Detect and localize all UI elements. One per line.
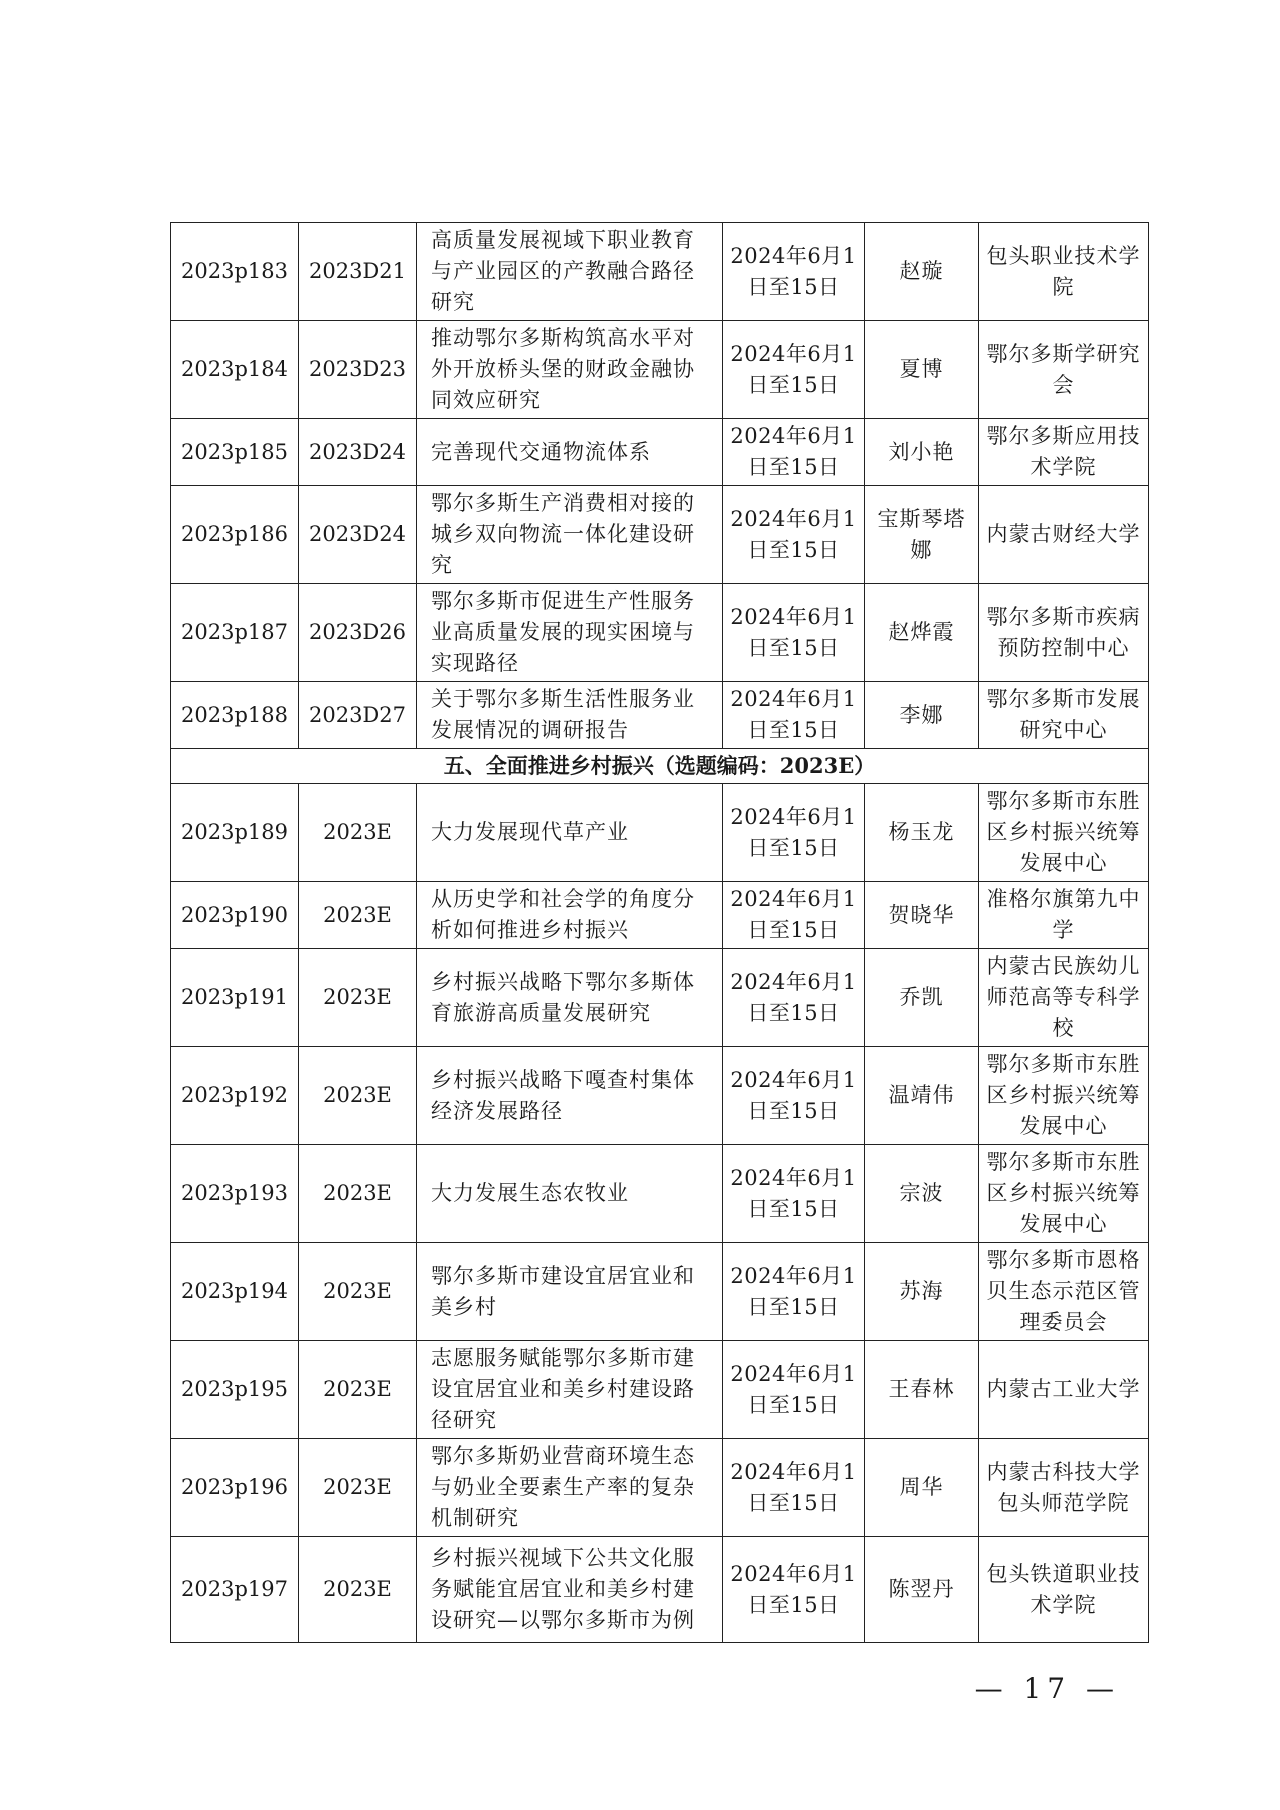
table-row <box>171 784 1149 882</box>
organization-cell: 鄂尔多斯市疾病预防控制中心 <box>979 584 1149 682</box>
table-row <box>171 1341 1149 1439</box>
topic-code-cell: 2023E <box>299 949 417 1047</box>
person-cell: 周华 <box>865 1439 979 1537</box>
table-row <box>171 1537 1149 1643</box>
topic-title-cell: 鄂尔多斯市建设宜居宜业和美乡村 <box>417 1243 723 1341</box>
organization-cell: 鄂尔多斯学研究会 <box>979 321 1149 419</box>
topic-code-cell: 2023D27 <box>299 682 417 749</box>
project-id-cell: 2023p187 <box>171 584 299 682</box>
table-body <box>171 223 1149 1643</box>
date-cell: 2024年6月1日至15日 <box>723 223 865 321</box>
date-cell: 2024年6月1日至15日 <box>723 682 865 749</box>
topic-code-cell: 2023E <box>299 784 417 882</box>
organization-cell: 包头铁道职业技术学院 <box>979 1537 1149 1643</box>
topic-title-cell: 从历史学和社会学的角度分析如何推进乡村振兴 <box>417 882 723 949</box>
date-cell: 2024年6月1日至15日 <box>723 419 865 486</box>
topic-code-cell: 2023E <box>299 1537 417 1643</box>
person-cell: 赵璇 <box>865 223 979 321</box>
topic-code-cell: 2023E <box>299 1047 417 1145</box>
organization-cell: 鄂尔多斯应用技术学院 <box>979 419 1149 486</box>
table-row <box>171 1145 1149 1243</box>
project-id-cell: 2023p185 <box>171 419 299 486</box>
topic-title-cell: 大力发展现代草产业 <box>417 784 723 882</box>
date-cell: 2024年6月1日至15日 <box>723 1537 865 1643</box>
topic-code-cell: 2023D24 <box>299 419 417 486</box>
person-cell: 宝斯琴塔娜 <box>865 486 979 584</box>
person-cell: 李娜 <box>865 682 979 749</box>
topic-code-cell: 2023E <box>299 1145 417 1243</box>
topic-code-cell: 2023E <box>299 1341 417 1439</box>
project-id-cell: 2023p186 <box>171 486 299 584</box>
project-id-cell: 2023p190 <box>171 882 299 949</box>
table-row <box>171 882 1149 949</box>
topic-title-cell: 乡村振兴视域下公共文化服务赋能宜居宜业和美乡村建设研究—以鄂尔多斯市为例 <box>417 1537 723 1643</box>
topic-code-cell: 2023D24 <box>299 486 417 584</box>
page-number: — 17 — <box>974 1672 1120 1705</box>
topic-title-cell: 推动鄂尔多斯构筑高水平对外开放桥头堡的财政金融协同效应研究 <box>417 321 723 419</box>
topic-title-cell: 志愿服务赋能鄂尔多斯市建设宜居宜业和美乡村建设路径研究 <box>417 1341 723 1439</box>
project-id-cell: 2023p196 <box>171 1439 299 1537</box>
table-row <box>171 682 1149 749</box>
topic-title-cell: 高质量发展视域下职业教育与产业园区的产教融合路径研究 <box>417 223 723 321</box>
date-cell: 2024年6月1日至15日 <box>723 1439 865 1537</box>
project-table <box>170 222 1149 1643</box>
organization-cell: 鄂尔多斯市东胜区乡村振兴统筹发展中心 <box>979 1047 1149 1145</box>
project-id-cell: 2023p189 <box>171 784 299 882</box>
date-cell: 2024年6月1日至15日 <box>723 321 865 419</box>
project-id-cell: 2023p184 <box>171 321 299 419</box>
person-cell: 王春林 <box>865 1341 979 1439</box>
topic-code-cell: 2023D21 <box>299 223 417 321</box>
person-cell: 乔凯 <box>865 949 979 1047</box>
table-row <box>171 1243 1149 1341</box>
date-cell: 2024年6月1日至15日 <box>723 486 865 584</box>
organization-cell: 内蒙古工业大学 <box>979 1341 1149 1439</box>
person-cell: 夏博 <box>865 321 979 419</box>
topic-title-cell: 鄂尔多斯市促进生产性服务业高质量发展的现实困境与实现路径 <box>417 584 723 682</box>
table-row <box>171 419 1149 486</box>
organization-cell: 鄂尔多斯市东胜区乡村振兴统筹发展中心 <box>979 784 1149 882</box>
organization-cell: 准格尔旗第九中学 <box>979 882 1149 949</box>
person-cell: 杨玉龙 <box>865 784 979 882</box>
organization-cell: 内蒙古民族幼儿师范高等专科学校 <box>979 949 1149 1047</box>
topic-code-cell: 2023E <box>299 1439 417 1537</box>
table-row <box>171 1439 1149 1537</box>
project-id-cell: 2023p197 <box>171 1537 299 1643</box>
person-cell: 陈翌丹 <box>865 1537 979 1643</box>
topic-title-cell: 完善现代交通物流体系 <box>417 419 723 486</box>
date-cell: 2024年6月1日至15日 <box>723 1243 865 1341</box>
project-id-cell: 2023p183 <box>171 223 299 321</box>
person-cell: 宗波 <box>865 1145 979 1243</box>
project-id-cell: 2023p195 <box>171 1341 299 1439</box>
organization-cell: 鄂尔多斯市发展研究中心 <box>979 682 1149 749</box>
topic-title-cell: 乡村振兴战略下嘎查村集体经济发展路径 <box>417 1047 723 1145</box>
person-cell: 刘小艳 <box>865 419 979 486</box>
table-row <box>171 486 1149 584</box>
topic-code-cell: 2023D23 <box>299 321 417 419</box>
topic-title-cell: 乡村振兴战略下鄂尔多斯体育旅游高质量发展研究 <box>417 949 723 1047</box>
project-id-cell: 2023p191 <box>171 949 299 1047</box>
topic-code-cell: 2023E <box>299 1243 417 1341</box>
organization-cell: 内蒙古科技大学 包头师范学院 <box>979 1439 1149 1537</box>
date-cell: 2024年6月1日至15日 <box>723 584 865 682</box>
person-cell: 温靖伟 <box>865 1047 979 1145</box>
topic-title-cell: 关于鄂尔多斯生活性服务业发展情况的调研报告 <box>417 682 723 749</box>
date-cell: 2024年6月1日至15日 <box>723 784 865 882</box>
table-row <box>171 1047 1149 1145</box>
topic-title-cell: 大力发展生态农牧业 <box>417 1145 723 1243</box>
project-id-cell: 2023p192 <box>171 1047 299 1145</box>
section-title: 五、全面推进乡村振兴（选题编码：2023E） <box>171 749 1149 784</box>
table-row <box>171 223 1149 321</box>
organization-cell: 包头职业技术学院 <box>979 223 1149 321</box>
organization-cell: 内蒙古财经大学 <box>979 486 1149 584</box>
person-cell: 贺晓华 <box>865 882 979 949</box>
project-id-cell: 2023p194 <box>171 1243 299 1341</box>
topic-code-cell: 2023D26 <box>299 584 417 682</box>
table-row <box>171 584 1149 682</box>
table-row <box>171 321 1149 419</box>
person-cell: 苏海 <box>865 1243 979 1341</box>
person-cell: 赵烨霞 <box>865 584 979 682</box>
date-cell: 2024年6月1日至15日 <box>723 949 865 1047</box>
organization-cell: 鄂尔多斯市东胜区乡村振兴统筹发展中心 <box>979 1145 1149 1243</box>
topic-title-cell: 鄂尔多斯奶业营商环境生态与奶业全要素生产率的复杂机制研究 <box>417 1439 723 1537</box>
date-cell: 2024年6月1日至15日 <box>723 882 865 949</box>
date-cell: 2024年6月1日至15日 <box>723 1047 865 1145</box>
date-cell: 2024年6月1日至15日 <box>723 1341 865 1439</box>
topic-code-cell: 2023E <box>299 882 417 949</box>
date-cell: 2024年6月1日至15日 <box>723 1145 865 1243</box>
organization-cell: 鄂尔多斯市恩格贝生态示范区管理委员会 <box>979 1243 1149 1341</box>
topic-title-cell: 鄂尔多斯生产消费相对接的城乡双向物流一体化建设研究 <box>417 486 723 584</box>
table-row <box>171 949 1149 1047</box>
project-id-cell: 2023p193 <box>171 1145 299 1243</box>
section-row <box>171 749 1149 784</box>
project-id-cell: 2023p188 <box>171 682 299 749</box>
